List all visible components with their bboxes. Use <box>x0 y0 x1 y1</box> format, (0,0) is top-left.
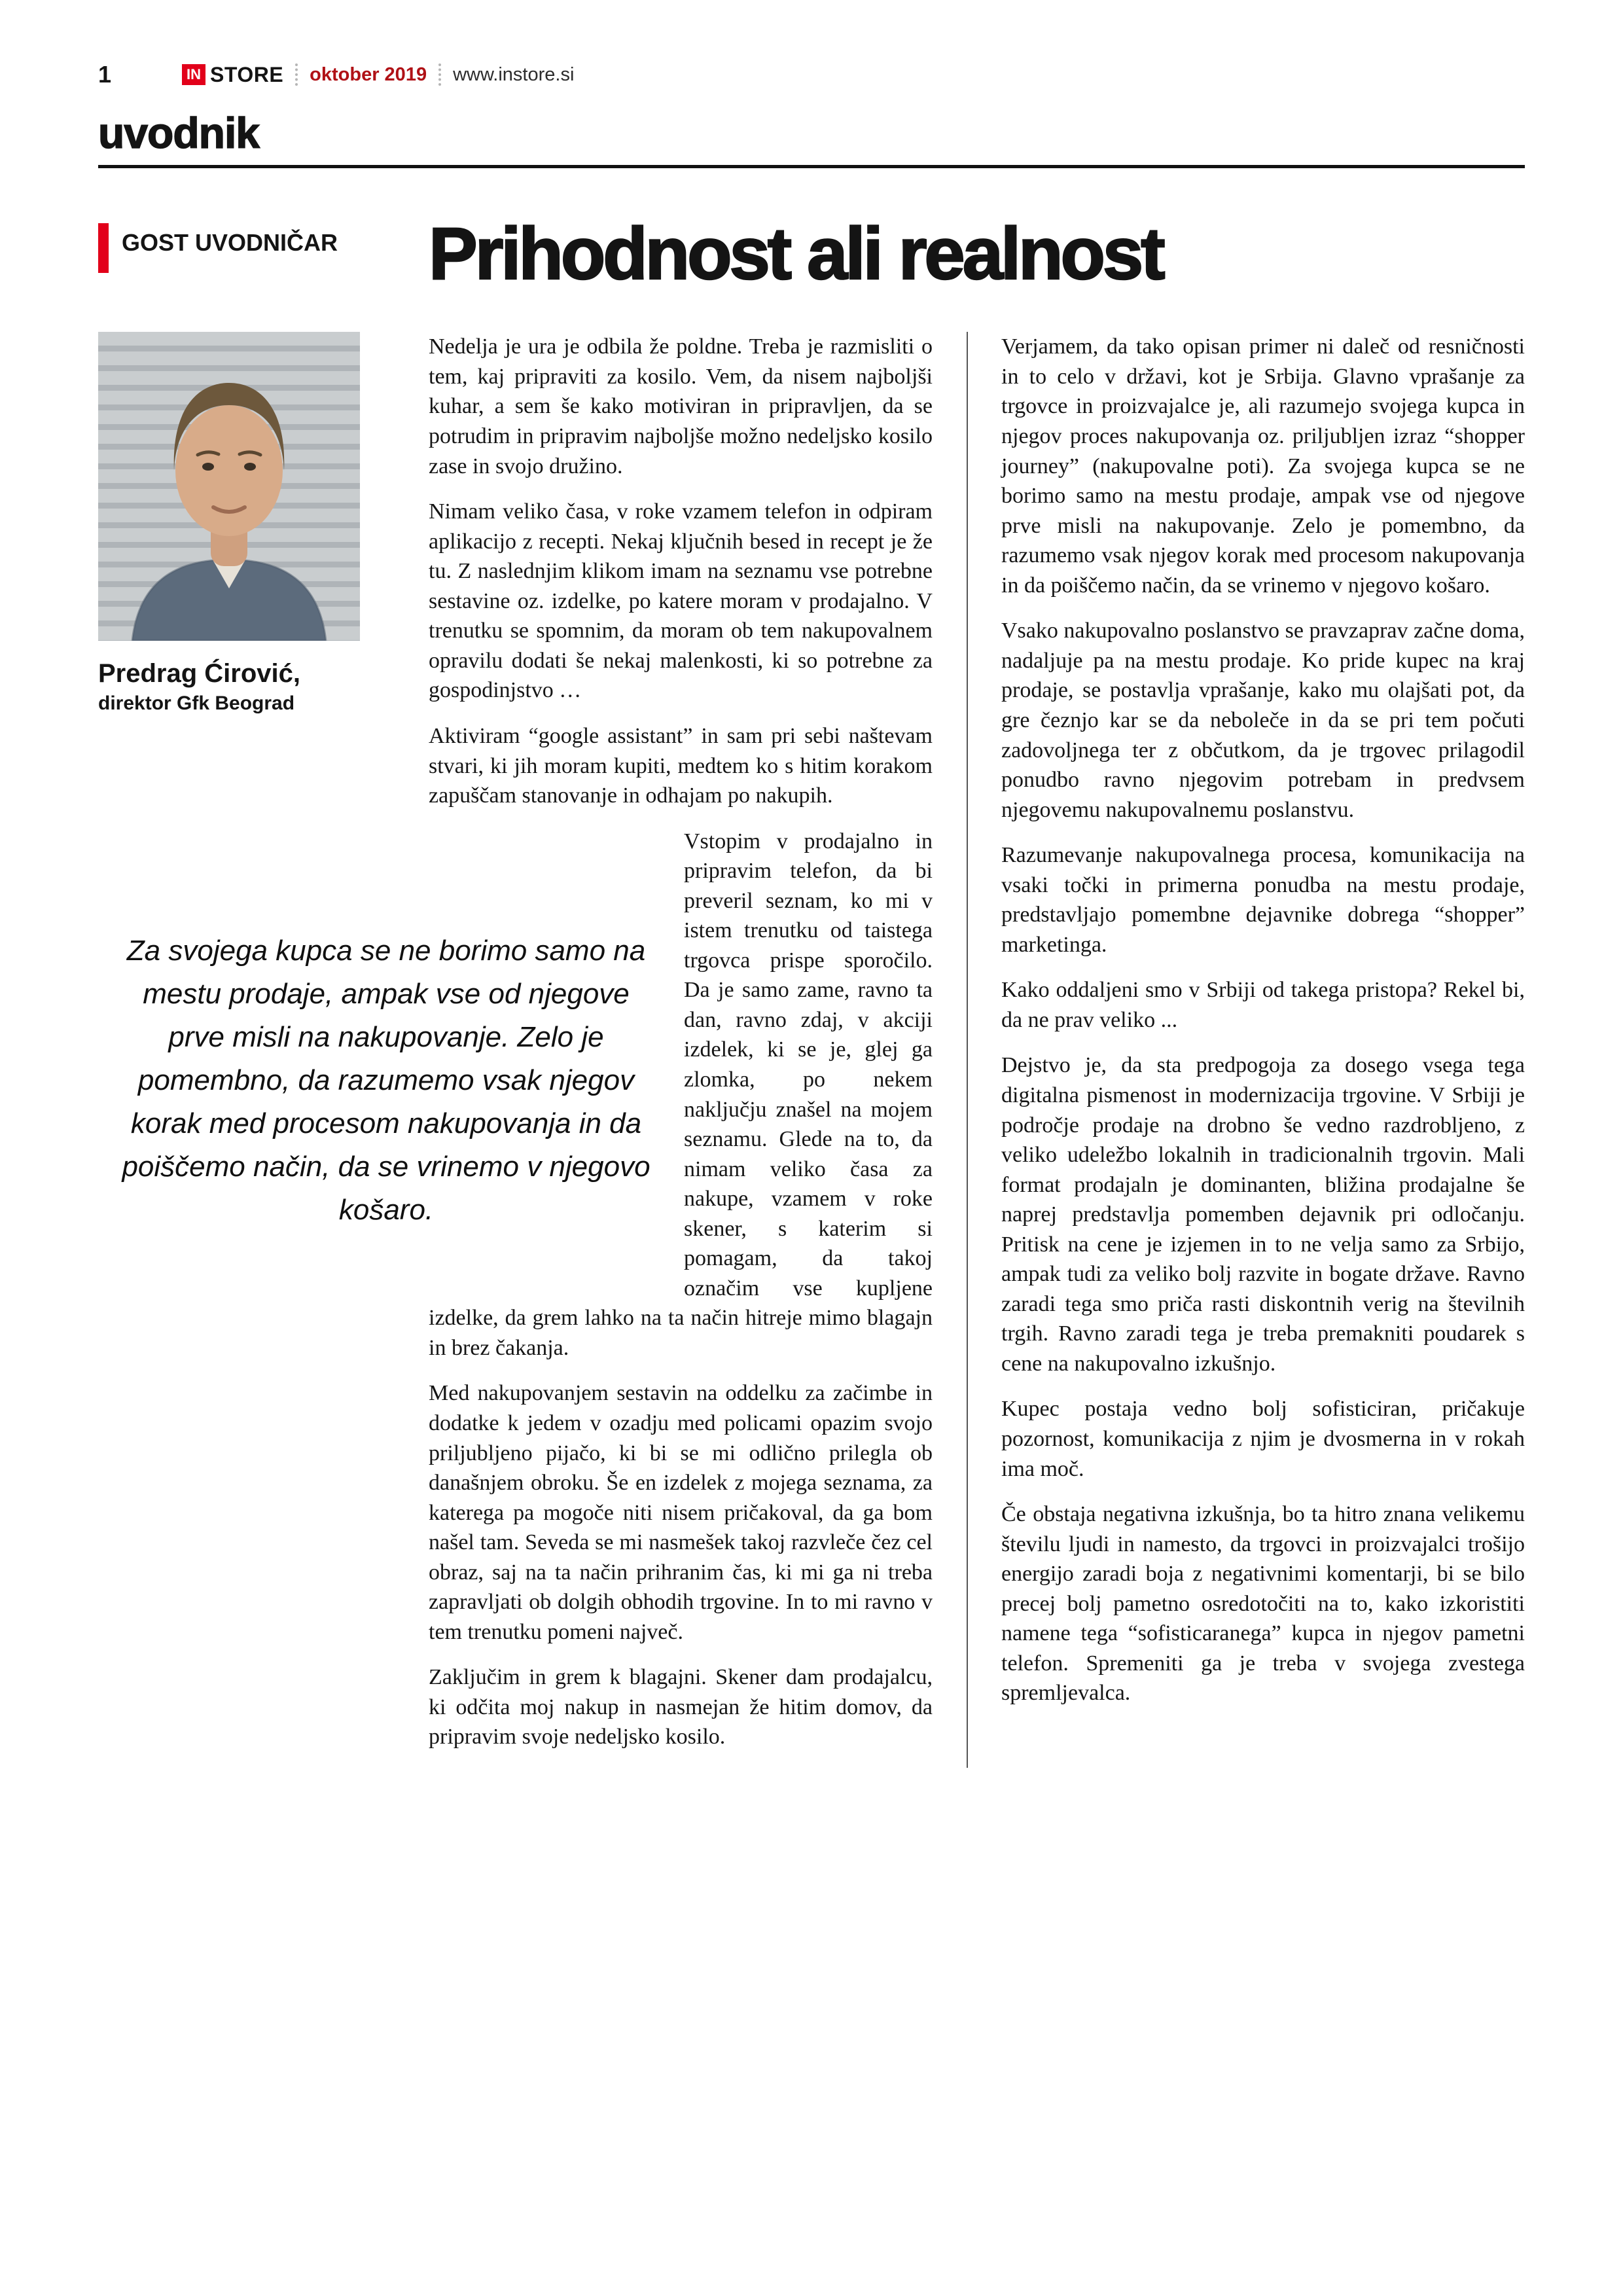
body-paragraph: Vstopim v prodajalno in pripravim telefon, da bi preveril seznam, ko mi v istem trenutku od taistega trgovca prispe sporočilo. Da je samo zame, ravno ta dan, ravno zdaj, v akciji izdelek, ki se je, glej ga zlomka, po nekem naključju znašel na mojem seznamu. Glede na to, da nimam veliko časa za nakupe, vzamem v roke skener, s katerim si pomagam, da takoj označim vse kupljene izdelke, da grem lahko na ta način hitreje mimo blagajn in brez čakanja. <box>429 829 933 1360</box>
dotted-separator <box>438 63 441 86</box>
kicker <box>98 219 429 273</box>
kicker-red-bar <box>98 223 109 273</box>
logo-in-mark: IN <box>182 64 205 85</box>
body-paragraph: Med nakupovanjem sestavin na oddelku za začimbe in dodatke k jedem v ozadju med policami opazim svojo priljubljeno pijačo, ki bi se mi odlično prilegla ob današnjem obroku. Še en izdelek z mojega seznama, za katerega pa mogoče niti nisem pričakoval, da ga bom našel tam. Seveda se mi nasmešek takoj razvleče čez cel obraz, saj na ta način prihranim čas, ki mi ga ni treba zapravljati ob dolgih obhodih trgovine. In to mi ravno v tem trenutku pomeni največ. <box>429 1381 933 1644</box>
portrait-photo <box>98 332 360 641</box>
page-header <box>98 58 1525 92</box>
header-rule <box>98 165 1525 168</box>
page-number: 1 <box>98 61 112 88</box>
body-paragraph: Vsako nakupovalno poslanstvo se pravzaprav začne doma, nadaljuje pa na mestu prodaje. Ko pride kupec na kraj prodaje, se postavlja vprašanje, kako mu olajšati pot, da gre čeznjo kar se da neboleče in da se pri tem počuti zadovoljnega ter z občutkom, da je trgovec prilagodil ponudbo ravno njegovim potrebam in predvsem njegovemu nakupovalnemu poslanstvu. <box>1001 619 1525 822</box>
body-paragraph: Dejstvo je, da sta predpogoja za dosego vsega tega digitalna pismenost in modernizacija trgovine. V Srbiji je področje prodaje na drobno še vedno razdrobljeno, z veliko udeležbo lokalnih in tradicionalnih trgovin. Mali format prodajaln je dominanten, bližina prodajalne še naprej predstavlja pomemben dejavnik pri odločanju. Pritisk na cene je izjemen in to ne velja samo za Srbijo, ampak tudi za veliko bolj razvite in bogate države. Ravno zaradi tega smo priča rasti diskontnih verig na številnih trgih. Ravno zaradi tega je treba premakniti poudarek s cene na nakupovalno izkušnjo. <box>1001 1053 1525 1376</box>
body-paragraph: Kako oddaljeni smo v Srbiji od takega pristopa? Rekel bi, da ne prav veliko ... <box>1001 978 1525 1032</box>
article-body <box>98 332 1525 1768</box>
body-paragraph: Aktiviram “google assistant” in sam pri sebi naštevam stvari, ki jih moram kupiti, medtem ko s hitim korakom zapuščam stanovanje in odhajam po nakupih. <box>429 723 933 808</box>
dotted-separator <box>295 63 298 86</box>
body-paragraph: Verjamem, da tako opisan primer ni daleč od resničnosti in to celo v državi, kot je Srbija. Glavno vprašanje za trgovce in proizvajalce je, ali razumejo svojega kupca in njegov proces nakupovanja oz. priljubljen izraz “shopper journey” (nakupovalne poti). Za svojega kupca se ne borimo samo na mestu prodaje, ampak vse od njegove prve misli na nakupovanje. Zelo je pomembno, da razumemo vsak njegov korak med procesom nakupovanja in da poiščemo način, da se vrinemo v njegovo košaro. <box>1001 334 1525 598</box>
author-role: direktor Gfk Beograd <box>98 692 295 715</box>
logo-store-mark: STORE <box>210 62 284 86</box>
kicker-label: GOST UVODNIČAR <box>122 229 338 256</box>
column-right <box>967 332 1525 1768</box>
body-paragraph: Nimam veliko časa, v roke vzamem telefon in odpiram aplikacijo z recepti. Nekaj ključnih besed in recept je že tu. Z naslednjim klikom imam na seznamu vse potrebne sestavine oz. izdelke, po katere moram v prodajalno. V trenutku se spomnim, da moram ob tem nakupovalnem opravilu dodati še nekaj malenkosti, ki so potrebne za gospodinjstvo … <box>429 499 933 703</box>
body-paragraph: Kupec postaja vedno bolj sofisticiran, pričakuje pozornost, komunikacija z njim je dvosmerna in v rokah ima moč. <box>1001 1397 1525 1481</box>
section-title: uvodnik <box>98 109 260 157</box>
body-paragraph: Razumevanje nakupovalnega procesa, komunikacija na vsaki točki in primerna ponudba na mestu prodaje, predstavljajo pomembne dejavnike dobrega “shopper” marketinga. <box>1001 843 1525 957</box>
brand <box>182 63 574 87</box>
body-paragraph: Če obstaja negativna izkušnja, bo ta hitro znana velikemu številu ljudi in namesto, da trgovci in proizvajalci trošijo energijo zaradi boja z negativnimi komentarji, bi se bilo precej bolj pametno osredotočiti na to, kako izkoristiti namene tega “sofisticaranega” kupca in njegov pametni telefon. Spremeniti ga je treba v svojega zvestega spremljevalca. <box>1001 1502 1525 1706</box>
issue-date: oktober 2019 <box>310 63 427 85</box>
title-row <box>98 213 1525 295</box>
body-paragraph: Nedelja je ura je odbila že poldne. Treba je razmisliti o tem, kaj pripraviti za kosilo. Vem, da nisem najboljši kuhar, a sem še kako motiviran in pripravljen, da se potrudim in pripravim najboljše možno nedeljsko kosilo zase in svojo družino. <box>429 334 933 478</box>
pull-quote-text: Za svojega kupca se ne borimo samo na mestu prodaje, ampak vse od njegove prve misli na nakupovanje. Zelo je pomembno, da razumemo vsak njegov korak med procesom nakupovanja in da poiščemo način, da se vrinemo v njegovo košaro. <box>122 934 651 1226</box>
pull-quote <box>115 904 658 1257</box>
article-title: Prihodnost ali realnost <box>429 213 1163 295</box>
website-url: www.instore.si <box>453 63 575 85</box>
instore-logo <box>182 63 283 87</box>
author-name: Predrag Ćirović, <box>98 659 301 689</box>
body-paragraph: Zaključim in grem k blagajni. Skener dam prodajalcu, ki odčita moj nakup in nasmejan že hitim domov, da pripravim svoje nedeljsko kosilo. <box>429 1665 933 1749</box>
